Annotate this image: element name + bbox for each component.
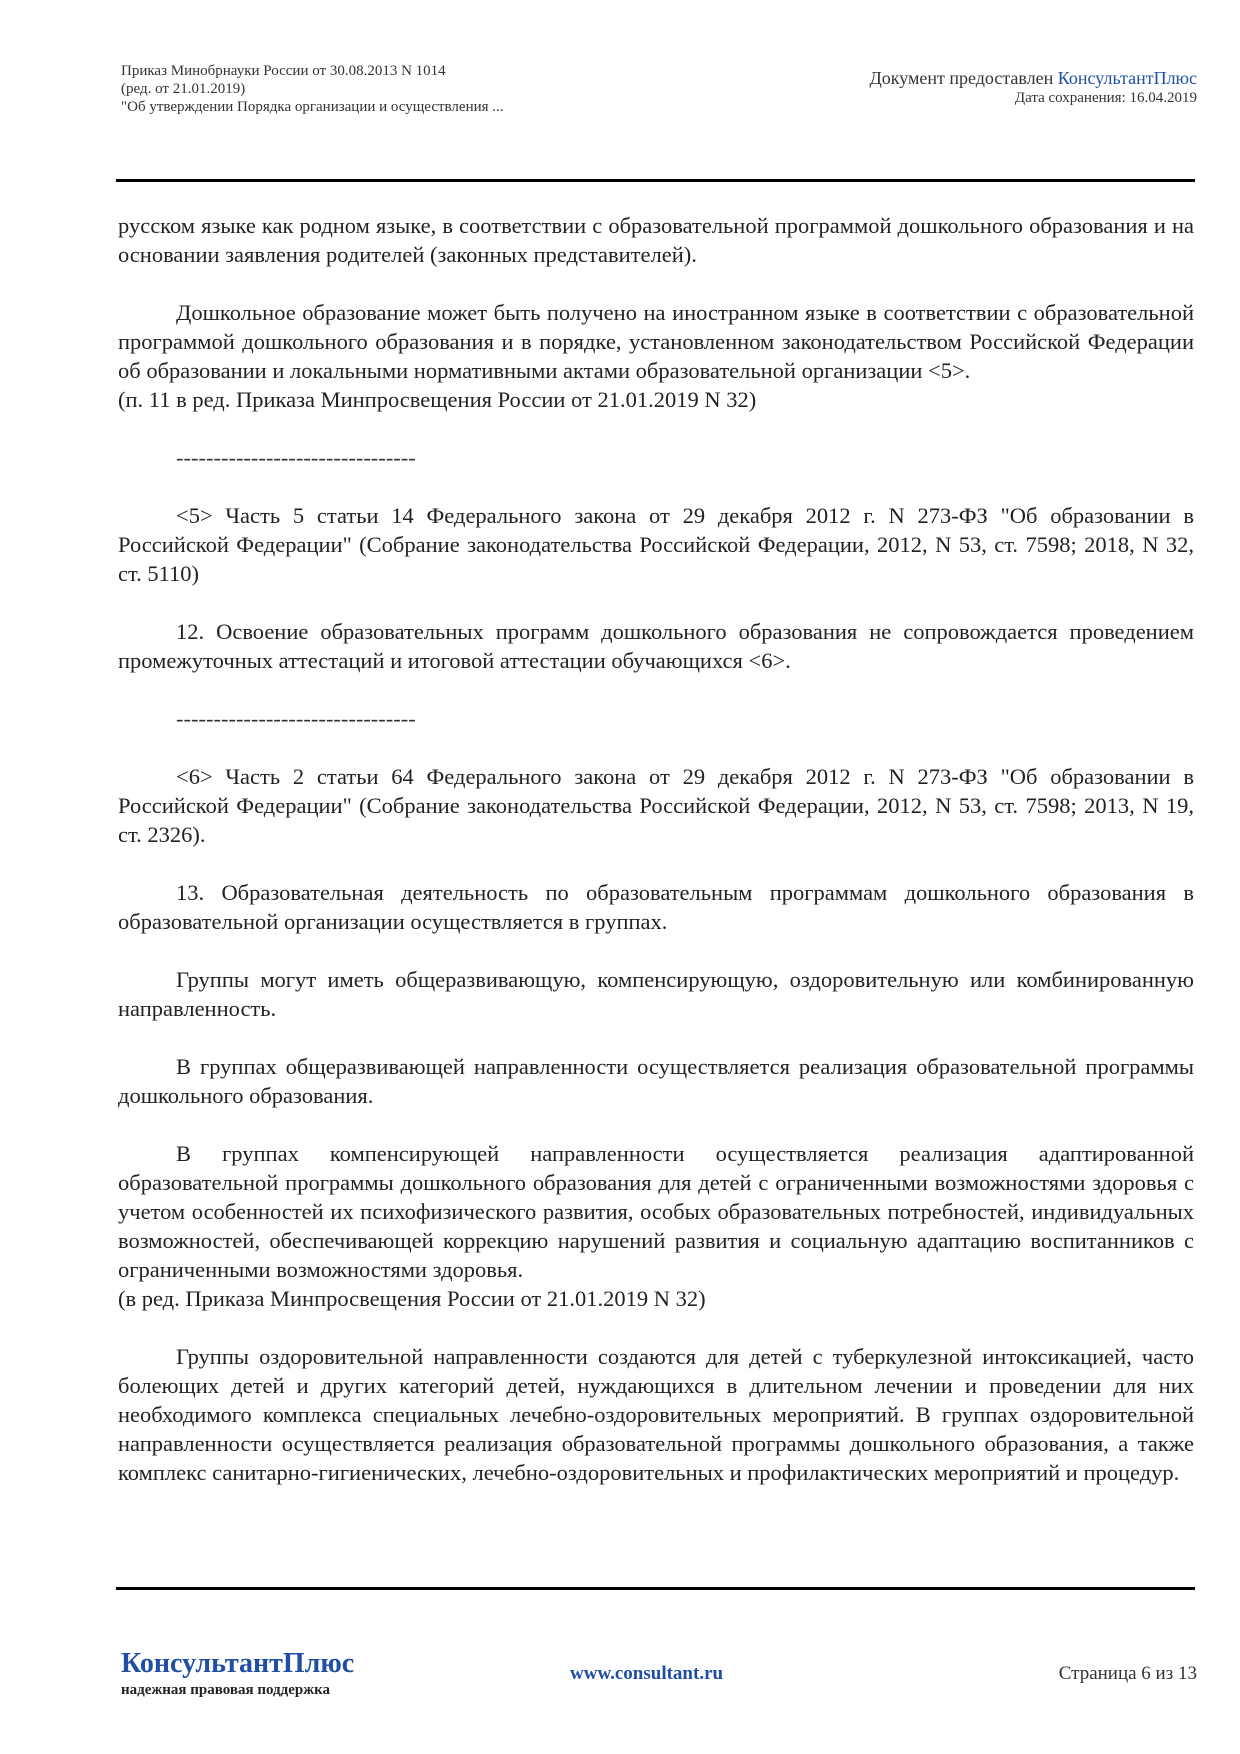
footnote-6: <6> Часть 2 статьи 64 Федерального закона от 29 декабря 2012 г. N 273-ФЗ "Об образовании в Российской Федерации" (Собрание законодательства Российской Федерации, 2012, N 53, ст. 7598; 2013, N 19, ст. 2326). [118, 764, 1194, 847]
paragraph-13: 13. Образовательная деятельность по образовательным программам дошкольного образования в образовательной организации осуществляется в группах. [118, 880, 1194, 934]
footnote-separator: -------------------------------- [176, 445, 416, 470]
page-number: Страница 6 из 13 [1058, 1663, 1197, 1684]
paragraph-compensating-groups: В группах компенсирующей направленности осуществляется реализация адаптированной образовательной программы дошкольного образования для детей с ограниченными возможностями здоровья с учетом особенностей их психофизического развития, особых образовательных потребностей, индивидуальных возможностей, обеспечивающей коррекцию нарушений развития и социальную адаптацию воспитанников с ограниченными возможностями здоровья. [118, 1141, 1194, 1282]
paragraph-continuation: русском языке как родном языке, в соответствии с образовательной программой дошкольного образования и на основании заявления родителей (законных представителей). [118, 213, 1194, 267]
website-link[interactable]: www.consultant.ru [570, 1663, 724, 1684]
footnote-5: <5> Часть 5 статьи 14 Федерального закона от 29 декабря 2012 г. N 273-ФЗ "Об образовании в Российской Федерации" (Собрание законодательства Российской Федерации, 2012, N 53, ст. 7598; 2018, N 32, ст. 5110) [118, 503, 1194, 586]
edition-note-compensating[interactable]: (в ред. Приказа Минпросвещения России от 21.01.2019 N 32) [118, 1286, 706, 1311]
footnote-separator: -------------------------------- [176, 706, 416, 731]
edition-note-p11[interactable]: (п. 11 в ред. Приказа Минпросвещения России от 21.01.2019 N 32) [118, 387, 757, 412]
paragraph-groups-types: Группы могут иметь общеразвивающую, компенсирующую, оздоровительную или комбинированную направленность. [118, 967, 1194, 1021]
paragraph-health-groups: Группы оздоровительной направленности создаются для детей с туберкулезной интоксикацией, часто болеющих детей и других категорий детей, нуждающихся в длительном лечении и проведении для них необходимого комплекса специальных лечебно-оздоровительных мероприятий. В группах оздоровительной направленности осуществляется реализация образовательной программы дошкольного образования, а также комплекс санитарно-гигиенических, лечебно-оздоровительных и профилактических мероприятий и процедур. [118, 1344, 1194, 1485]
document-title-line2: (ред. от 21.01.2019) [121, 81, 246, 97]
paragraph-12: 12. Освоение образовательных программ дошкольного образования не сопровождается проведением промежуточных аттестаций и итоговой аттестации обучающихся <6>. [118, 619, 1194, 673]
header-divider [116, 179, 1195, 182]
footer-divider [116, 1587, 1195, 1590]
paragraph-general-groups: В группах общеразвивающей направленности осуществляется реализация образовательной программы дошкольного образования. [118, 1054, 1194, 1108]
provided-prefix: Документ предоставлен [869, 68, 1058, 88]
document-header-info [121, 62, 681, 116]
document-title-line1: Приказ Минобрнауки России от 30.08.2013 N 1014 [121, 63, 446, 79]
consultant-logo-text: КонсультантПлюс [121, 1648, 355, 1679]
logo-tagline: надежная правовая поддержка [121, 1682, 331, 1698]
provided-by [737, 68, 1197, 88]
provider-brand-link[interactable]: КонсультантПлюс [1057, 68, 1197, 88]
paragraph-foreign-language: Дошкольное образование может быть получено на иностранном языке в соответствии с образовательной программой дошкольного образования и в порядке, установленном законодательством Российской Федерации об образовании и локальными нормативными актами образовательной организации <5>. [118, 300, 1194, 383]
document-body [118, 211, 1194, 1516]
document-provider-info [737, 68, 1197, 108]
saved-date: Дата сохранения: 16.04.2019 [1014, 90, 1197, 106]
footer-logo [121, 1648, 441, 1700]
document-title-line3: "Об утверждении Порядка организации и осуществления ... [121, 99, 504, 115]
